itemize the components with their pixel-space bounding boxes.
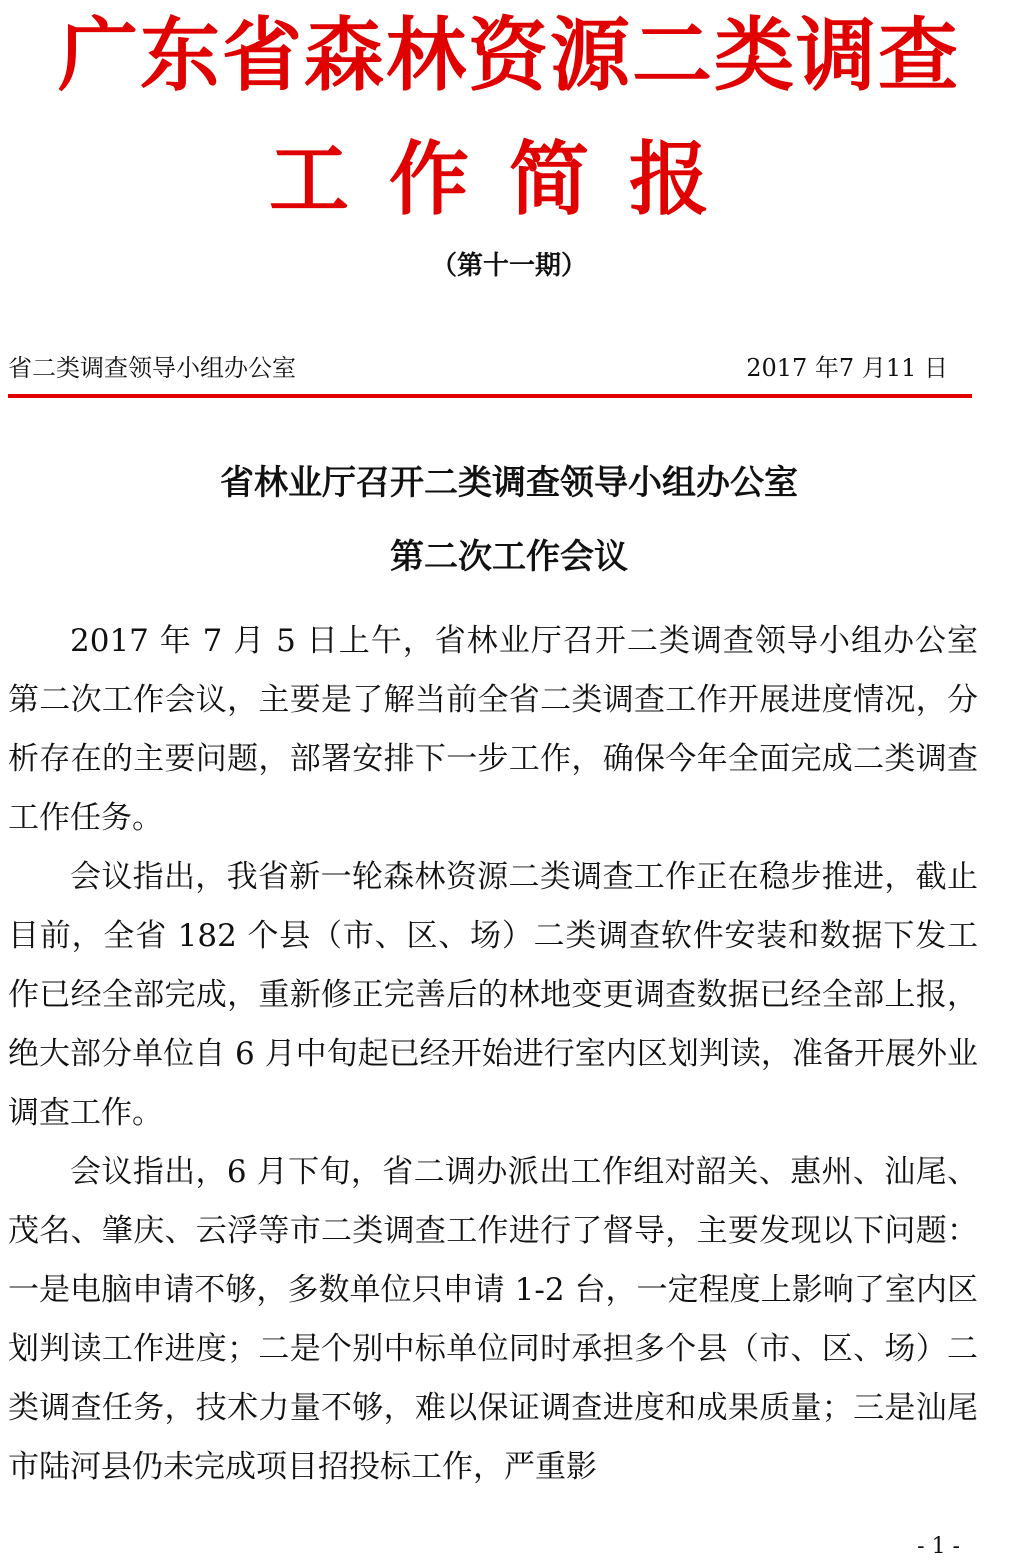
red-divider <box>8 394 972 398</box>
paragraph: 会议指出，6 月下旬，省二调办派出工作组对韶关、惠州、汕尾、茂名、肇庆、云浮等市二类调查工作进行了督导，主要发现以下问题：一是电脑申请不够，多数单位只申请 1-2 台，一定程度上影响了室内区划判读工作进度；二是个别中标单位同时承担多个县（市、区、场）二类调查任务，技术力量不够，难以保证调查进度和成果质量；三是汕尾市陆河县仍未完成项目招投标工作，严重影 <box>8 1154 978 1485</box>
article-body <box>8 612 978 1497</box>
issue-number: （第十一期） <box>430 251 587 281</box>
issue-date: 2017 年7 月11 日 <box>746 354 948 382</box>
page-number: - 1 - <box>917 1534 960 1559</box>
masthead-subtitle: 工作简报 <box>269 133 749 226</box>
paragraph: 2017 年 7 月 5 日上午，省林业厅召开二类调查领导小组办公室第二次工作会议，主要是了解当前全省二类调查工作开展进度情况，分析存在的主要问题，部署安排下一步工作，确保今年全面完成二类调查工作任务。 <box>8 623 978 836</box>
issuer: 省二类调查领导小组办公室 <box>8 354 296 382</box>
masthead-title: 广东省森林资源二类调查 <box>58 9 960 102</box>
paragraph: 会议指出，我省新一轮森林资源二类调查工作正在稳步推进，截止目前，全省 182 个县（市、区、场）二类调查软件安装和数据下发工作已经全部完成，重新修正完善后的林地变更调查数据已经全部上报，绝大部分单位自 6 月中旬起已经开始进行室内区划判读，准备开展外业调查工作。 <box>8 859 978 1131</box>
article-title-line2: 第二次工作会议 <box>390 537 628 577</box>
article-title-line1: 省林业厅召开二类调查领导小组办公室 <box>220 463 798 503</box>
meta-row <box>8 348 948 388</box>
